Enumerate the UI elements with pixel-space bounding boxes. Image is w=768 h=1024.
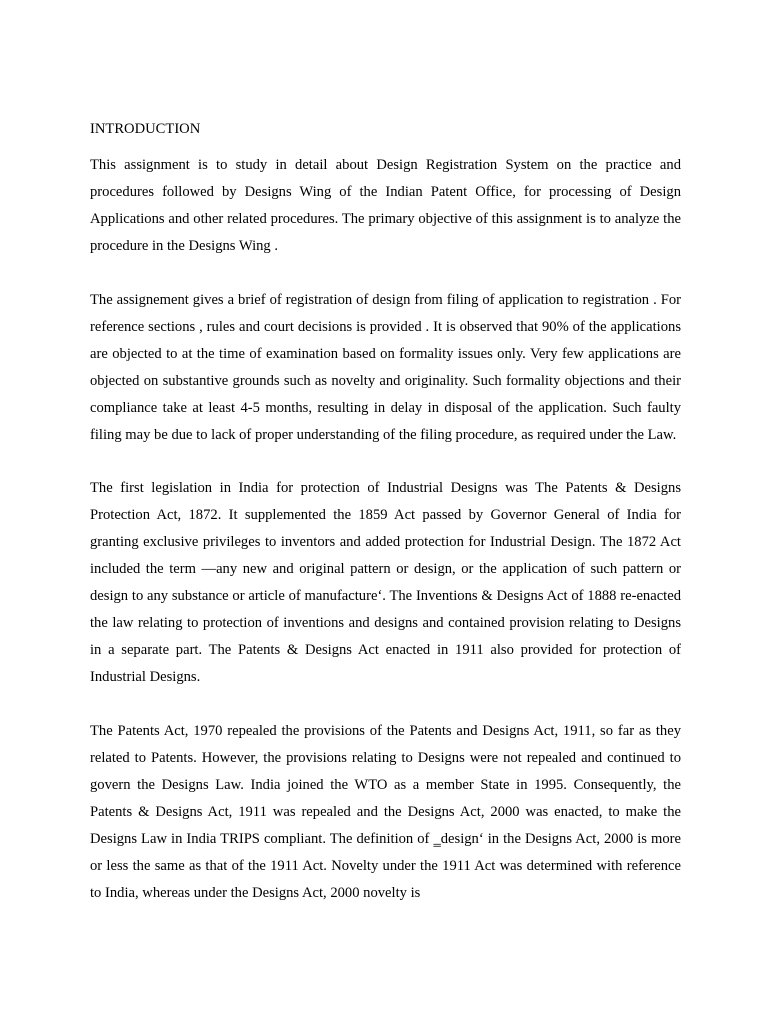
- paragraph-patents-act: The Patents Act, 1970 repealed the provisions of the Patents and Designs Act, 1911, so far as they related to Patents. However, the provisions relating to Designs were not repealed and continued to govern the Designs Law. India joined the WTO as a member State in 1995. Consequently, the Patents & Designs Act, 1911 was repealed and the Designs Act, 2000 was enacted, to make the Designs Law in India TRIPS compliant. The definition of ‗design‘ in the Designs Act, 2000 is more or less the same as that of the 1911 Act. Novelty under the 1911 Act was determined with reference to India, whereas under the Designs Act, 2000 novelty is: [90, 722, 681, 901]
- paragraph-scope: The assignement gives a brief of registration of design from filing of application to registration . For reference sections , rules and court decisions is provided . It is observed that 90% of the applications are objected to at the time of examination based on formality issues only. Very few applications are objected on substantive grounds such as novelty and originality. Such formality objections and their compliance take at least 4-5 months, resulting in delay in disposal of the application. Such faulty filing may be due to lack of proper understanding of the filing procedure, as required under the Law.: [90, 291, 681, 443]
- document-body: [90, 116, 681, 907]
- section-heading: INTRODUCTION: [90, 121, 201, 137]
- paragraph-history: The first legislation in India for protection of Industrial Designs was The Patents & Designs Protection Act, 1872. It supplemented the 1859 Act passed by Governor General of India for granting exclusive privileges to inventors and added protection for Industrial Design. The 1872 Act included the term —any new and original pattern or design, or the application of such pattern or design to any substance or article of manufacture‘. The Inventions & Designs Act of 1888 re-enacted the law relating to protection of inventions and designs and contained provision relating to Designs in a separate part. The Patents & Designs Act enacted in 1911 also provided for protection of Industrial Designs.: [90, 480, 681, 685]
- paragraph-purpose: This assignment is to study in detail about Design Registration System on the practice and procedures followed by Designs Wing of the Indian Patent Office, for processing of Design Applications and other related procedures. The primary objective of this assignment is to analyze the procedure in the Designs Wing .: [90, 157, 681, 254]
